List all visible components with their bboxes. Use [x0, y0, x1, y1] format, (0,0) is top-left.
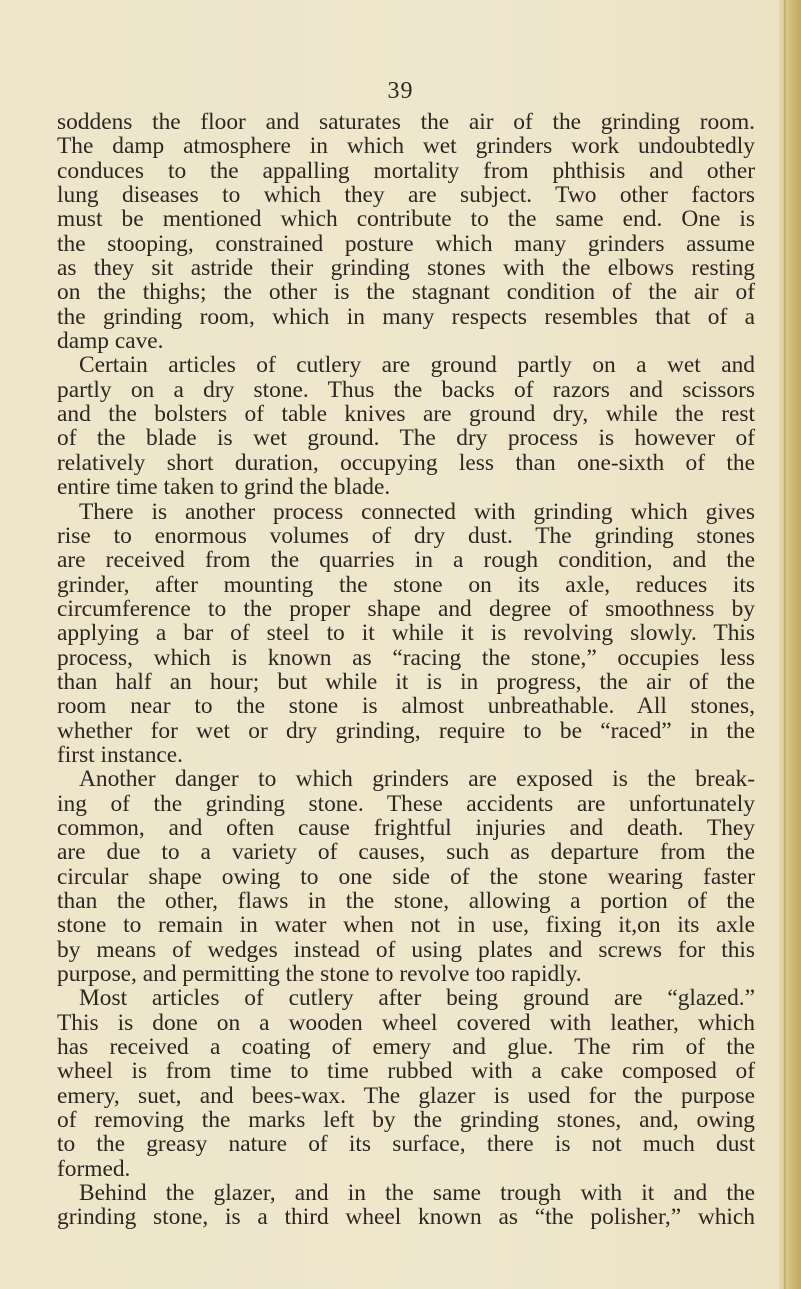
text-line: purpose, and permitting the stone to revolve too rapidly.: [57, 961, 582, 988]
text-line: has received a coating of emery and glue. The rim of the: [57, 1034, 755, 1061]
text-line: on the thighs; the other is the stagnant condition of the air of: [57, 279, 755, 306]
text-line: grinding stone, is a third wheel known as “the polisher,” which: [57, 1204, 755, 1231]
text-line: and the bolsters of table knives are ground dry, while the rest: [57, 401, 755, 428]
text-line: This is done on a wooden wheel covered with leather, which: [57, 1009, 755, 1036]
body-text: [57, 110, 755, 1230]
text-line: formed.: [57, 1155, 131, 1182]
text-line: Behind the glazer, and in the same trough with it and the: [79, 1180, 755, 1207]
text-line: circumference to the proper shape and degree of smoothness by: [57, 595, 755, 622]
text-line: entire time taken to grind the blade.: [57, 474, 391, 501]
text-line: wheel is from time to time rubbed with a cake composed of: [57, 1058, 755, 1085]
page-number: 39: [387, 78, 414, 104]
page-edge: [779, 0, 801, 1289]
text-line: partly on a dry stone. Thus the backs of razors and scissors: [57, 376, 755, 403]
text-line: than the other, flaws in the stone, allowing a portion of the: [57, 888, 755, 914]
text-line: relatively short duration, occupying less than one-sixth of the: [57, 449, 755, 476]
text-line: the stooping, constrained posture which many grinders assume: [57, 230, 755, 257]
text-line: the grinding room, which in many respects resembles that of a: [57, 303, 755, 330]
text-line: to the greasy nature of its surface, there is not much dust: [57, 1131, 755, 1158]
text-line: damp cave.: [57, 328, 164, 355]
text-line: than half an hour; but while it is in progress, the air of the: [57, 668, 755, 695]
text-line: room near to the stone is almost unbreathable. All stones,: [57, 693, 755, 720]
text-line: There is another process connected with grinding which gives: [79, 498, 755, 525]
text-line: are due to a variety of causes, such as departure from the: [57, 839, 755, 866]
text-line: must be mentioned which contribute to the same end. One is: [57, 206, 755, 233]
text-line: first instance.: [57, 741, 184, 768]
text-line: as they sit astride their grinding stones with the elbows resting: [57, 255, 755, 282]
text-line: circular shape owing to one side of the stone wearing faster: [57, 863, 755, 890]
text-line: are received from the quarries in a rough condition, and the: [57, 547, 755, 574]
text-line: applying a bar of steel to it while it is revolving slowly. This: [57, 620, 755, 647]
text-line: grinder, after mounting the stone on its axle, reduces its: [57, 571, 755, 598]
text-line: stone to remain in water when not in use, fixing it,on its axle: [57, 912, 755, 939]
text-line: conduces to the appalling mortality from phthisis and other: [57, 157, 755, 184]
text-line: lung diseases to which they are subject. Two other factors: [57, 182, 755, 209]
text-line: of removing the marks left by the grinding stones, and, owing: [57, 1107, 755, 1134]
text-line: ing of the grinding stone. These accidents are unfortunately: [57, 790, 755, 817]
text-line: Most articles of cutlery after being ground are “glazed.”: [79, 985, 755, 1012]
text-line: Another danger to which grinders are exposed is the break-: [79, 766, 755, 793]
text-line: The damp atmosphere in which wet grinders work undoubtedly: [57, 133, 755, 160]
text-line: emery, suet, and bees-wax. The glazer is used for the purpose: [57, 1082, 755, 1109]
text-line: rise to enormous volumes of dry dust. The grinding stones: [57, 522, 755, 549]
text-line: whether for wet or dry grinding, require to be “raced” in the: [57, 717, 755, 744]
page-edge-line: [784, 0, 786, 1289]
text-line: Certain articles of cutlery are ground partly on a wet and: [79, 352, 755, 379]
text-line: process, which is known as “racing the stone,” occupies less: [57, 644, 755, 671]
text-line: common, and often cause frightful injuries and death. They: [57, 814, 755, 841]
text-line: of the blade is wet ground. The dry process is however of: [57, 425, 755, 452]
text-line: soddens the floor and saturates the air of the grinding room.: [57, 109, 755, 135]
text-line: by means of wedges instead of using plates and screws for this: [57, 936, 755, 963]
